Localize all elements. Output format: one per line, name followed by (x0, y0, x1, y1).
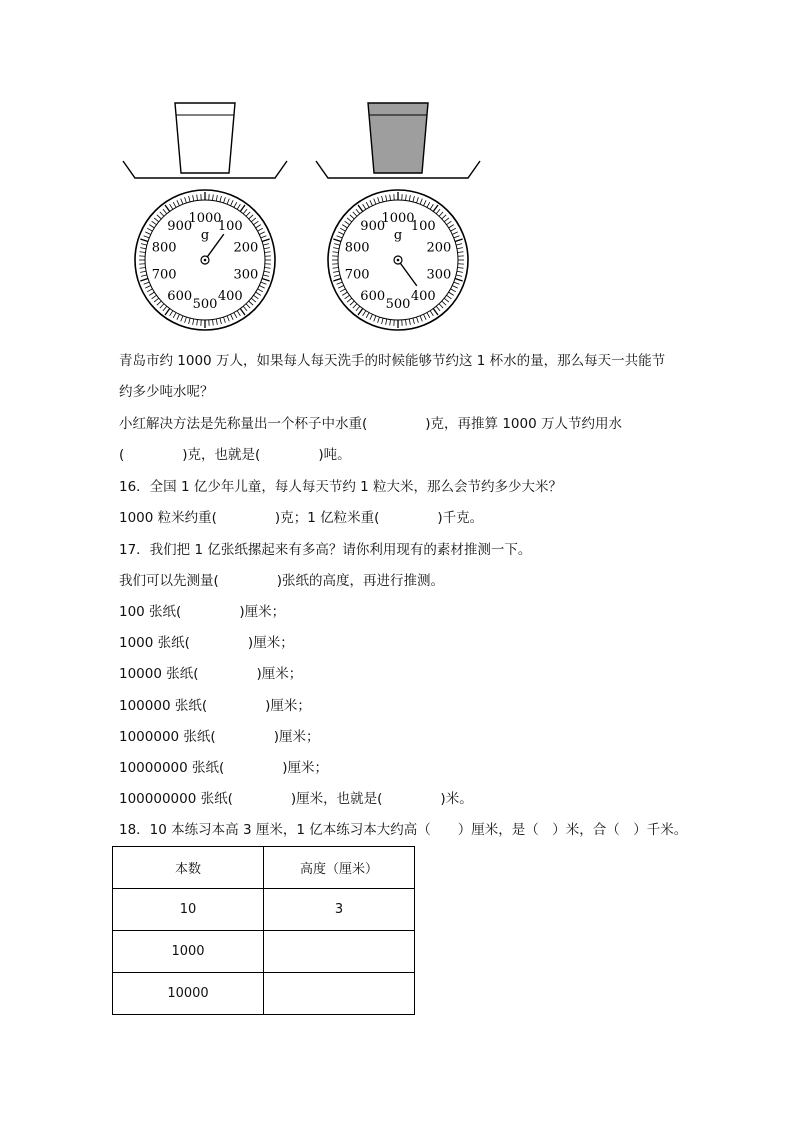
table-cell: 1000 (113, 931, 264, 973)
q17-row: 1000 张纸( )厘米； (119, 635, 294, 651)
table-cell-input[interactable] (264, 973, 415, 1015)
q15-line4: ( )克，也就是( )吨。 (119, 447, 351, 463)
scale-label: 200 (233, 240, 259, 256)
q15-line3: 小红解决方法是先称量出一个杯子中水重( )克，再推算 1000 万人节约用水 (119, 416, 622, 432)
scale-label: 500 (385, 297, 411, 312)
q17-last-row: 100000000 张纸( )厘米，也就是( )米。 (119, 791, 473, 807)
q16-answer-line: 1000 粒米约重( )克；1 亿粒米重( )千克。 (119, 510, 484, 526)
scales-illustration (110, 95, 500, 345)
scale-label: 600 (167, 288, 193, 304)
q17-intro: 我们可以先测量( )张纸的高度，再进行推测。 (119, 573, 445, 589)
table-cell: 3 (264, 889, 415, 931)
scale-label: 700 (151, 267, 177, 283)
scale-unit-label: g (200, 228, 210, 243)
scale-unit-label: g (393, 228, 403, 243)
q17-title: 17．我们把 1 亿张纸摞起来有多高？请你利用现有的素材推测一下。 (119, 542, 532, 558)
table-row (113, 931, 415, 973)
q15-line1: 青岛市约 1000 万人，如果每人每天洗手的时候能够节约这 1 杯水的量，那么每天一共能节 (119, 353, 666, 369)
scale-label: 600 (360, 288, 386, 304)
table-cell: 10 (113, 889, 264, 931)
scale-label: 100 (410, 219, 436, 235)
scale-label: 800 (344, 240, 370, 256)
q18-table (112, 846, 415, 1015)
scale-label: 900 (167, 219, 193, 235)
table-header-cell: 高度（厘米） (264, 847, 415, 889)
scale-label: 300 (233, 267, 259, 283)
table-cell-input[interactable] (264, 931, 415, 973)
scale-label: 700 (344, 267, 370, 283)
scale-label: 500 (192, 297, 218, 312)
cup-icon (175, 103, 235, 173)
scale-pivot-dot (204, 259, 207, 262)
q16-title: 16．全国 1 亿少年儿童，每人每天节约 1 粒大米，那么会节约多少大米？ (119, 479, 563, 495)
scale-label: 400 (410, 288, 436, 304)
scale-pivot-dot (397, 259, 400, 262)
cup-icon (368, 103, 428, 173)
scale-label: 800 (151, 240, 177, 256)
scale-label: 1000 (188, 211, 222, 226)
q17-row: 10000000 张纸( )厘米； (119, 760, 329, 776)
table-row (113, 889, 415, 931)
q18-title: 18．10 本练习本高 3 厘米，1 亿本练习本大约高（ ）厘米，是（ ）米，合（ ）千米。 (119, 822, 688, 838)
scale-empty-cup (123, 103, 287, 330)
scale-label: 100 (217, 219, 243, 235)
table-cell: 10000 (113, 973, 264, 1015)
scale-full-cup (316, 103, 480, 330)
scale-label: 200 (426, 240, 452, 256)
scale-label: 1000 (381, 211, 415, 226)
table-row (113, 973, 415, 1015)
scale-label: 900 (360, 219, 386, 235)
q17-row: 100 张纸( )厘米； (119, 604, 286, 620)
scale-label: 400 (217, 288, 243, 304)
q15-line2: 约多少吨水呢？ (119, 384, 214, 400)
scale-label: 300 (426, 267, 452, 283)
q17-row: 1000000 张纸( )厘米； (119, 729, 320, 745)
table-header-row (113, 847, 415, 889)
table-header-cell: 本数 (113, 847, 264, 889)
q17-row: 10000 张纸( )厘米； (119, 666, 303, 682)
q17-row: 100000 张纸( )厘米； (119, 698, 311, 714)
